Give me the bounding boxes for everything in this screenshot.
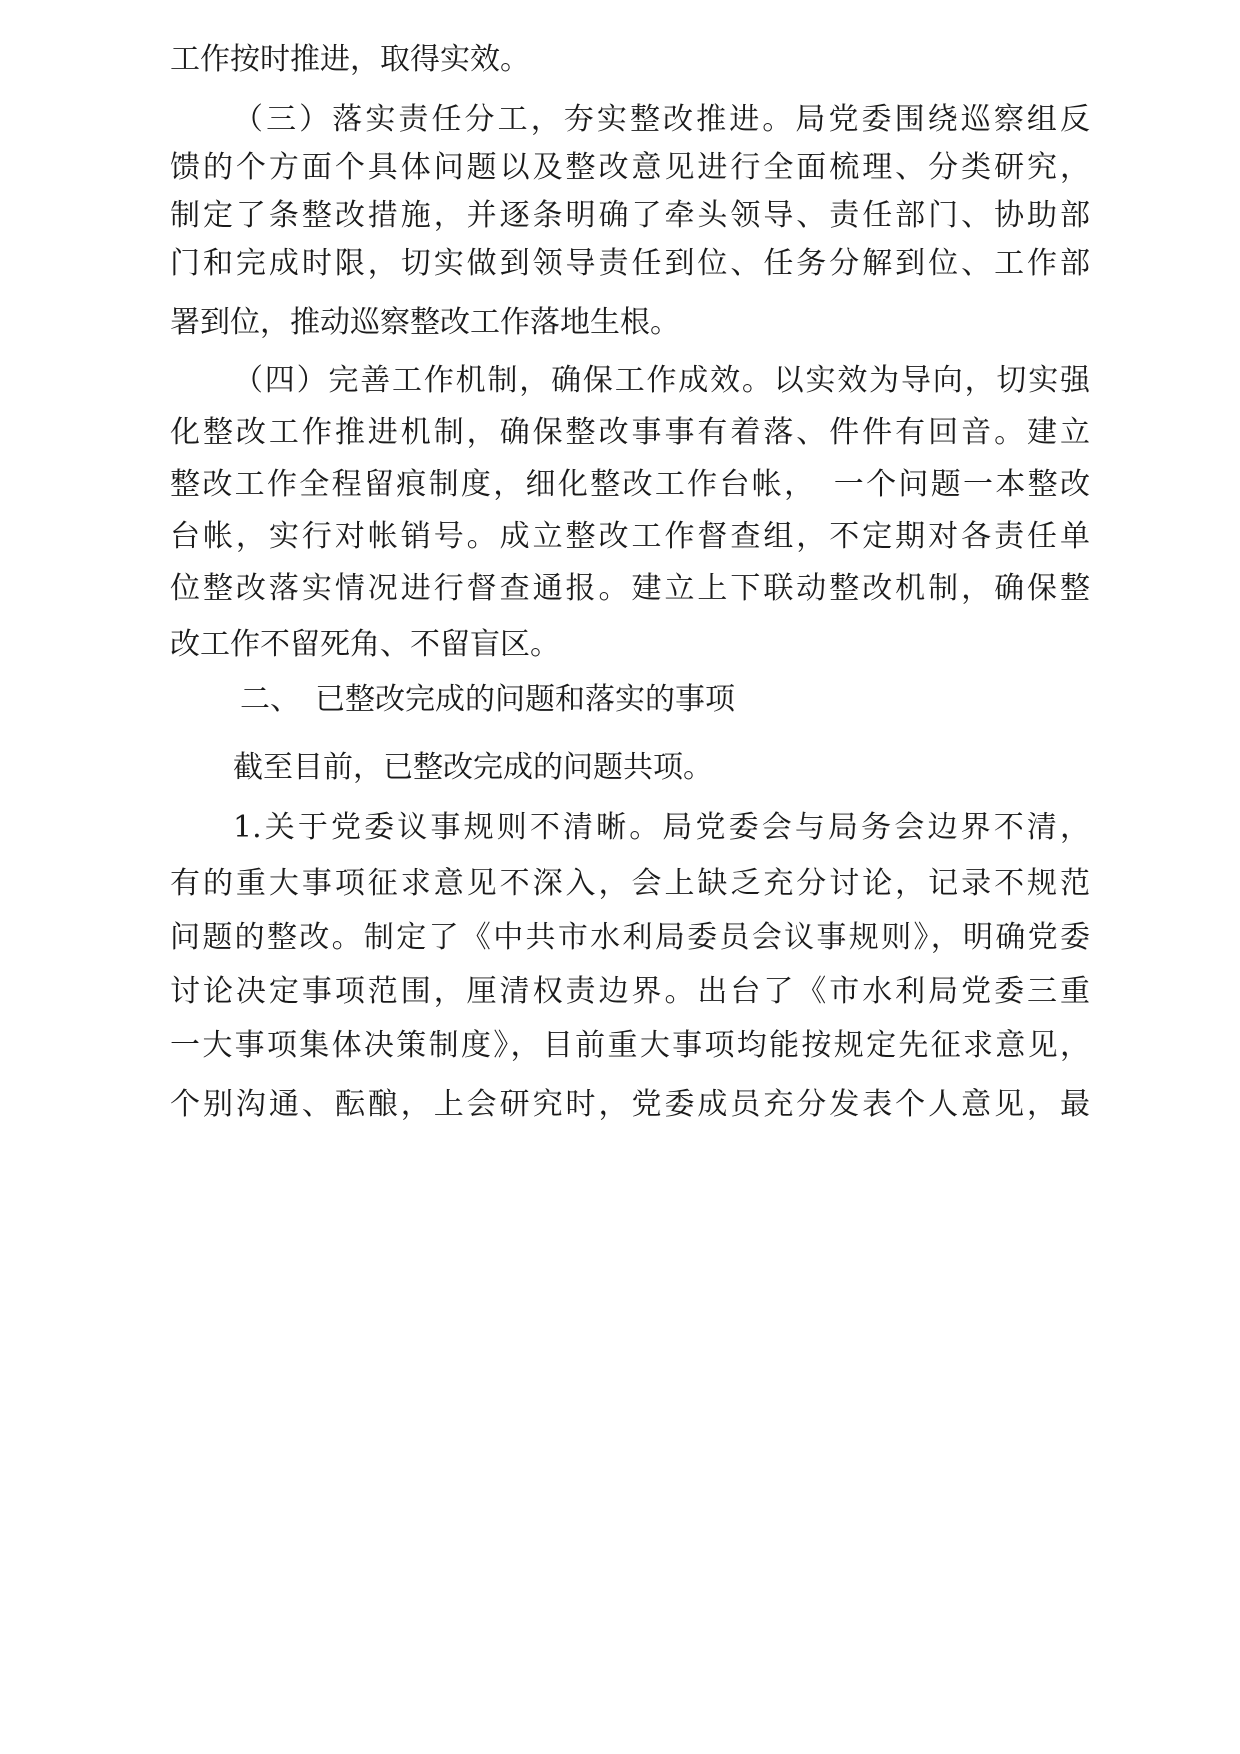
text-line: 整改工作全程留痕制度，细化整改工作台帐， 一个问题一本整改 — [170, 467, 1090, 502]
text-line: （三）落实责任分工，夯实整改推进。局党委围绕巡察组反 — [233, 102, 1090, 137]
text-line: 化整改工作推进机制，确保整改事事有着落、件件有回音。建立 — [170, 415, 1090, 450]
text-line: 一大事项集体决策制度》，目前重大事项均能按规定先征求意见， — [170, 1028, 1090, 1063]
text-line: 制定了条整改措施，并逐条明确了牵头领导、责任部门、协助部 — [170, 198, 1090, 233]
text-line: 1.关于党委议事规则不清晰。局党委会与局务会边界不清， — [233, 810, 1090, 845]
text-line: 问题的整改。制定了《中共市水利局委员会议事规则》，明确党委 — [170, 920, 1090, 955]
text-line: 工作按时推进，取得实效。 — [170, 42, 530, 77]
text-line: 截至目前，已整改完成的问题共项。 — [233, 750, 713, 785]
text-line: 台帐，实行对帐销号。成立整改工作督查组，不定期对各责任单 — [170, 519, 1090, 554]
text-line: 改工作不留死角、不留盲区。 — [170, 627, 560, 662]
text-line: 位整改落实情况进行督查通报。建立上下联动整改机制，确保整 — [170, 571, 1090, 606]
text-line: 门和完成时限，切实做到领导责任到位、任务分解到位、工作部 — [170, 246, 1090, 281]
text-line: 个别沟通、酝酿，上会研究时，党委成员充分发表个人意见，最 — [170, 1087, 1090, 1122]
text-line: 馈的个方面个具体问题以及整改意见进行全面梳理、分类研究， — [170, 150, 1090, 185]
text-line: 署到位，推动巡察整改工作落地生根。 — [170, 305, 680, 340]
text-line: （四）完善工作机制，确保工作成效。以实效为导向，切实强 — [233, 363, 1090, 398]
text-line: 讨论决定事项范围，厘清权责边界。出台了《市水利局党委三重 — [170, 974, 1090, 1009]
text-line: 有的重大事项征求意见不深入，会上缺乏充分讨论，记录不规范 — [170, 866, 1090, 901]
section-heading: 二、 已整改完成的问题和落实的事项 — [240, 682, 735, 717]
